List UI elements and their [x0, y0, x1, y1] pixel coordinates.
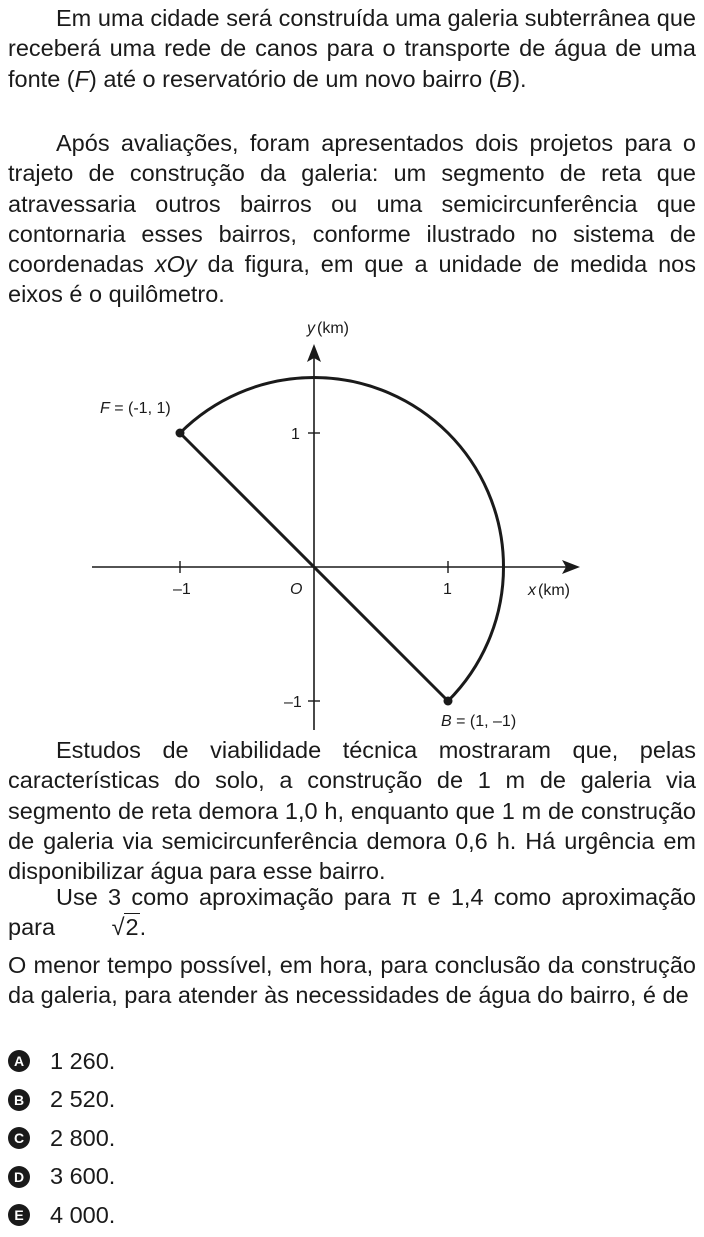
option-text-e: 4 000.	[50, 1201, 116, 1228]
tick-label-y-pos: 1	[291, 426, 300, 443]
coordinate-figure	[0, 310, 704, 740]
option-text-a: 1 260.	[50, 1047, 116, 1074]
text-span: ) até o reservatório de um novo bairro (	[88, 65, 497, 92]
symbol-b: B	[496, 65, 513, 92]
paragraph-context	[8, 3, 696, 94]
text-span: da figura, em que a unidade de medida nos eixos é o quilômetro.	[8, 251, 696, 308]
point-f-label: F = (-1, 1)	[100, 400, 171, 417]
text-span: Use 3 como aproximação para	[56, 884, 402, 910]
point-b-marker	[444, 697, 453, 706]
text-span: e 1,4 como aproximação para	[8, 884, 697, 941]
origin-label: O	[290, 581, 303, 598]
pi-symbol: π	[401, 884, 418, 910]
option-badge-e: E	[8, 1204, 30, 1226]
semicircle-path	[180, 377, 504, 701]
symbol-f: F	[74, 65, 89, 92]
option-b[interactable]	[6, 1081, 115, 1120]
option-badge-a: A	[8, 1050, 30, 1072]
option-text-d: 3 600.	[50, 1163, 116, 1190]
radical-sign: √	[111, 914, 125, 941]
point-b-label: B = (1, –1)	[441, 713, 517, 730]
option-e[interactable]	[6, 1196, 115, 1235]
option-badge-d: D	[8, 1166, 30, 1188]
option-d[interactable]	[6, 1158, 115, 1197]
answer-options	[6, 1042, 115, 1235]
paragraph-projects	[8, 128, 696, 310]
option-text-b: 2 520.	[50, 1086, 116, 1113]
option-badge-c: C	[8, 1127, 30, 1149]
paragraph-approximations	[8, 882, 696, 943]
option-text-c: 2 800.	[50, 1124, 116, 1151]
point-f-marker	[176, 429, 185, 438]
option-a[interactable]	[6, 1042, 115, 1081]
text-span: Após avaliações, foram apresentados dois projetos para o trajeto de construção da galeria: um segmento de reta que atravessaria outros bairros ou uma semicircunferência que contornaria esses bairros, conforme ilustrado no sistema de coordenadas	[8, 130, 696, 278]
text-span: .	[139, 914, 147, 941]
symbol-xoy: xOy	[154, 251, 197, 278]
radicand: 2	[125, 914, 139, 941]
option-badge-b: B	[8, 1089, 30, 1111]
question-prompt: O menor tempo possível, em hora, para conclusão da construção da galeria, para atender às necessidades de água do bairro, é de	[8, 952, 696, 1009]
text-span: ).	[512, 65, 527, 92]
tick-label-x-neg: –1	[173, 581, 191, 598]
sqrt-expression	[62, 912, 140, 942]
option-c[interactable]	[6, 1119, 115, 1158]
tick-label-x-pos: 1	[443, 581, 452, 598]
tick-label-y-neg: –1	[284, 694, 302, 711]
y-axis-label: y (km)	[307, 320, 349, 337]
text-span: Em uma cidade será construída uma galeria subterrânea que receberá uma rede de canos para o transporte de água de uma fonte (	[8, 5, 696, 92]
paragraph-feasibility: Estudos de viabilidade técnica mostraram que, pelas características do solo, a construção de 1 m de galeria via segmento de reta demora 1,0 h, enquanto que 1 m de construção de galeria via semicircunferência demora 0,6 h. Há urgência em disponibilizar água para esse bairro.	[8, 737, 696, 885]
x-axis-label: x (km)	[528, 582, 570, 599]
